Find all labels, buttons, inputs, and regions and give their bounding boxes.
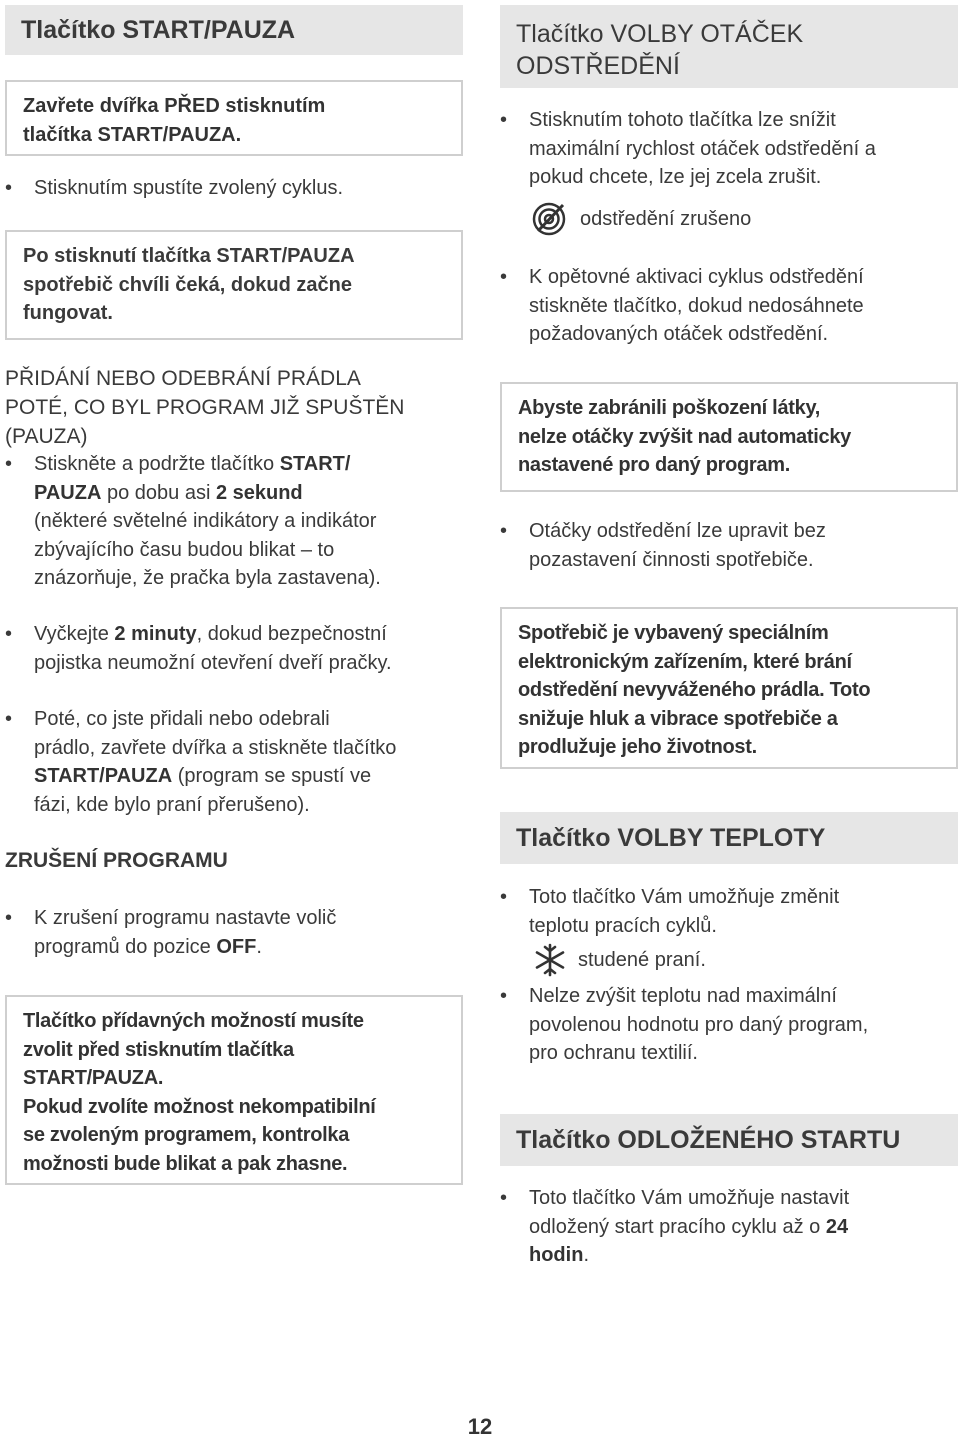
header-spin-speed — [500, 5, 958, 88]
bullet-text: Toto tlačítko Vám umožňuje nastavit odložený start pracího cyklu až o 24 hodin. — [529, 1187, 850, 1266]
page-number — [0, 1414, 960, 1440]
header-line: ODSTŘEDĚNÍ — [516, 52, 680, 80]
header-start-pause-label: Tlačítko START/PAUZA — [21, 16, 296, 44]
bullet-dot: • — [5, 177, 13, 199]
no-spin-row — [530, 200, 930, 238]
bullet-temp-change — [500, 883, 955, 943]
note-balance-device — [500, 607, 958, 769]
note-line: odstředění nevyváženého prádla. Toto — [518, 679, 871, 701]
bullet-text: K zrušení programu nastavte volič programů do pozice OFF. — [34, 907, 337, 958]
bullet-dot: • — [500, 520, 508, 542]
note-line: spotřebič chvíli čeká, dokud začne — [23, 273, 353, 296]
note-line: Tlačítko přídavných možností musíte — [23, 1010, 364, 1032]
note-line: tlačítka START/PAUZA. — [23, 123, 242, 146]
header-line: Tlačítko VOLBY OTÁČEK — [516, 20, 804, 48]
bullet-text: Otáčky odstředění lze upravit bez pozastavení činnosti spotřebiče. — [529, 520, 826, 571]
header-temperature — [500, 812, 958, 864]
note-line: nastavené pro daný program. — [518, 454, 790, 476]
bullet-dot: • — [5, 708, 13, 730]
header-temperature-label: Tlačítko VOLBY TEPLOTY — [516, 824, 826, 852]
page-number-text: 12 — [467, 1414, 493, 1439]
bullet-text: Poté, co jste přidali nebo odebrali prádlo, zavřete dvířka a stiskněte tlačítko START/PAUZA (program se spustí ve fázi, kde bylo praní přerušeno). — [34, 708, 397, 816]
note-line: prodlužuje jeho životnost. — [518, 736, 757, 758]
note-line: se zvoleným programem, kontrolka — [23, 1124, 350, 1146]
note-options — [5, 995, 463, 1185]
bullet-text: K opětovné aktivaci cyklus odstředění stiskněte tlačítko, dokud nedosáhnete požadovaných otáček odstředění. — [529, 266, 864, 345]
section-title-line: POTÉ, CO BYL PROGRAM JIŽ SPUŠTĚN — [5, 396, 405, 419]
note-line: nelze otáčky zvýšit nad automaticky — [518, 425, 851, 448]
bullet-text: Vyčkejte 2 minuty, dokud bezpečnostní pojistka neumožní otevření dveří pračky. — [34, 623, 392, 674]
header-delay-label: Tlačítko ODLOŽENÉHO STARTU — [516, 1126, 901, 1154]
note-line: Zavřete dvířka PŘED stisknutím — [23, 95, 326, 117]
note-line: Spotřebič je vybavený speciálním — [518, 622, 829, 644]
note-line: zvolit před stisknutím tlačítka — [23, 1038, 294, 1061]
bullet-dot: • — [500, 886, 508, 908]
bullet-after-adding — [5, 705, 465, 823]
bullet-text: Nelze zvýšit teplotu nad maximální povolenou hodnotu pro daný program, pro ochranu textilií. — [529, 985, 869, 1064]
bullet-dot: • — [5, 623, 13, 645]
bullet-dot: • — [500, 109, 508, 131]
section-title-line: (PAUZA) — [5, 425, 88, 448]
no-spin-icon — [530, 200, 568, 238]
bullet-dot: • — [5, 907, 13, 929]
note-line: snižuje hluk a vibrace spotřebiče a — [518, 707, 838, 730]
bullet-temp-limit — [500, 982, 955, 1070]
bullet-dot: • — [500, 266, 508, 288]
section-cancel-title — [5, 846, 405, 875]
note-line: START/PAUZA. — [23, 1067, 164, 1089]
bullet-dot: • — [5, 453, 13, 475]
no-spin-label: odstředění zrušeno — [580, 208, 752, 230]
section-title-text: ZRUŠENÍ PROGRAMU — [5, 849, 228, 872]
bullet-hold-button — [5, 450, 465, 595]
cold-wash-label: studené praní. — [578, 949, 706, 971]
bullet-spin-reduce — [500, 106, 955, 194]
snowflake-icon — [532, 942, 568, 978]
bullet-dot: • — [500, 985, 508, 1007]
bullet-text: Stisknutím tohoto tlačítka lze snížit maximální rychlost otáček odstředění a pokud chcete, lze jej zcela zrušit. — [529, 109, 876, 188]
header-delay-start — [500, 1114, 958, 1166]
bullet-delay-start — [500, 1184, 955, 1272]
bullet-start-cycle — [5, 174, 463, 204]
note-wait — [5, 230, 463, 340]
bullet-text: Stisknutím spustíte zvolený cyklus. — [34, 177, 344, 199]
bullet-spin-reactivate — [500, 263, 955, 351]
note-close-door — [5, 80, 463, 156]
cold-wash-row — [532, 942, 932, 978]
bullet-wait-minutes — [5, 620, 465, 680]
section-add-remove-title — [5, 364, 475, 451]
bullet-cancel — [5, 904, 465, 964]
note-line: možnosti bude blikat a pak zhasne. — [23, 1152, 348, 1175]
bullet-text: Stiskněte a podržte tlačítko START/ PAUZA po dobu asi 2 sekund (některé světelné indikátory a indikátor zbývajícího času budou blikat – to znázorňuje, že pračka byla zastavena). — [34, 453, 381, 589]
bullet-dot: • — [500, 1187, 508, 1209]
note-line: Po stisknutí tlačítka START/PAUZA — [23, 245, 355, 267]
bullet-spin-adjust — [500, 517, 955, 577]
note-line: Pokud zvolíte možnost nekompatibilní — [23, 1095, 376, 1118]
header-start-pause — [5, 5, 463, 55]
note-line: fungovat. — [23, 302, 113, 324]
bullet-text: Toto tlačítko Vám umožňuje změnit teplotu pracích cyklů. — [529, 886, 840, 937]
note-fabric-protection — [500, 382, 958, 492]
note-line: elektronickým zařízením, které brání — [518, 650, 852, 673]
section-title-line: PŘIDÁNÍ NEBO ODEBRÁNÍ PRÁDLA — [5, 367, 361, 390]
note-line: Abyste zabránili poškození látky, — [518, 397, 821, 419]
